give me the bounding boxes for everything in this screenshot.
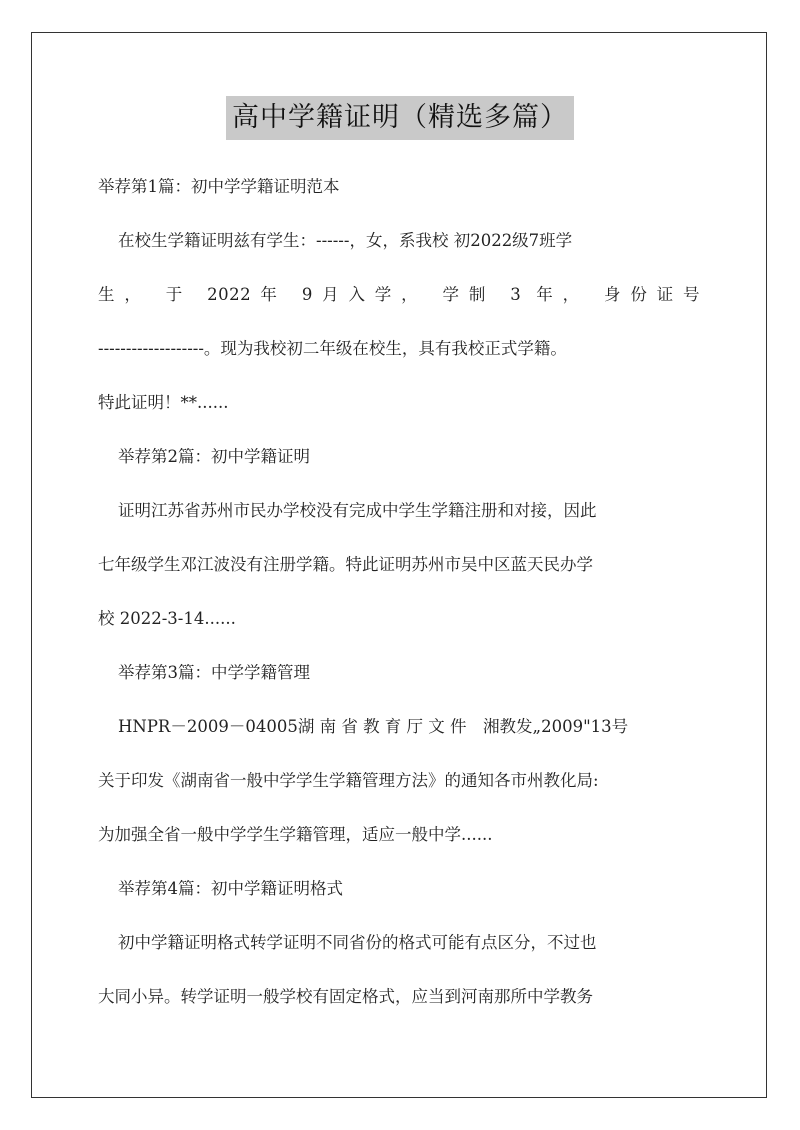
section-1-line-2: 生， 于 2022年 9月入学， 学制 3 年， 身份证号	[98, 285, 700, 304]
section-3-heading: 举荐第3篇：中学学籍管理	[118, 663, 310, 682]
section-3-line-3: 为加强全省一般中学学生学籍管理，适应一般中学......	[98, 825, 493, 844]
document-title: 高中学籍证明（精选多篇）	[226, 96, 574, 140]
section-2-line-1: 证明江苏省苏州市民办学校没有完成中学生学籍注册和对接，因此	[118, 501, 597, 520]
section-4-heading: 举荐第4篇：初中学籍证明格式	[118, 879, 343, 898]
section-1-heading: 举荐第1篇：初中学学籍证明范本	[98, 177, 340, 196]
section-1-line-4: 特此证明！**......	[98, 393, 229, 412]
section-2-heading: 举荐第2篇：初中学籍证明	[118, 447, 310, 466]
document-body	[98, 160, 700, 1024]
section-1-line-3: -------------------。现为我校初二年级在校生，具有我校正式学籍。	[98, 339, 567, 358]
section-2-line-2: 七年级学生邓江波没有注册学籍。特此证明苏州市吴中区蓝天民办学	[98, 555, 593, 574]
section-4-line-2: 大同小异。转学证明一般学校有固定格式，应当到河南那所中学教务	[98, 987, 593, 1006]
section-1-line-1: 在校生学籍证明兹有学生：------，女，系我校 初2022级7班学	[118, 231, 573, 250]
section-3-line-2: 关于印发《湖南省一般中学学生学籍管理方法》的通知各市州教化局:	[98, 771, 599, 790]
title-container	[0, 96, 800, 140]
section-4-line-1: 初中学籍证明格式转学证明不同省份的格式可能有点区分，不过也	[118, 933, 597, 952]
section-2-line-3: 校 2022-3-14......	[98, 609, 236, 628]
section-3-line-1: HNPR－2009－04005湖 南 省 教 育 厅 文 件 湘教发„2009"13号	[118, 717, 629, 736]
